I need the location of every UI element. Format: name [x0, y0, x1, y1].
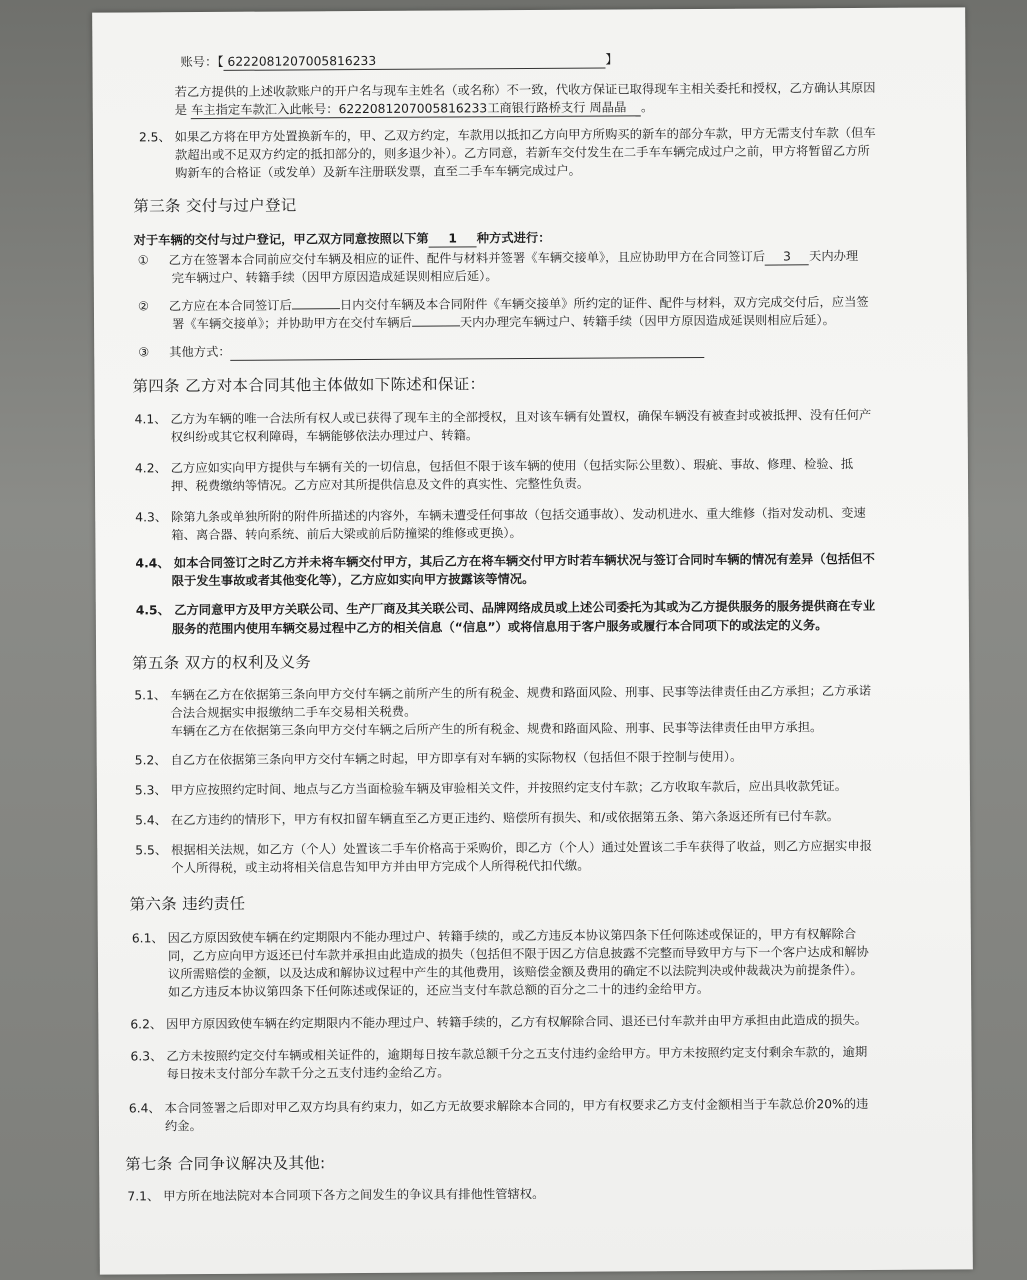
clause-4-3-line-2: 箱、离合器、转向系统、前后大梁或前后防撞梁的维修或更换）。 — [171, 526, 522, 543]
clause-number: 4.2、 — [134, 461, 167, 476]
clause-text: 甲方应按照约定时间、地点与乙方当面检验车辆及审验相关文件，并按照约定支付车款；乙方收取车款后，应出具收款凭证。 — [170, 779, 848, 798]
clause-number: 6.3、 — [130, 1049, 163, 1064]
clause-4-4-line-2: 限于发生事故或者其他变化等），乙方应如实向甲方披露该等情况。 — [171, 571, 535, 589]
clause-text: 乙方为车辆的唯一合法所有权人或已获得了现车主的全部授权，且对该车辆有处置权，确保车辆没有被查封或被抵押、没有任何产 — [170, 407, 872, 427]
clause-number: 5.2、 — [134, 753, 167, 768]
clause-4-1-line-2: 权纠纷或其它权利障碍，车辆能够依法办理过户、转籍。 — [170, 428, 479, 445]
clause-5-5 — [135, 838, 872, 859]
clause-text: 本合同签署之后即对甲乙双方均具有约束力，如乙方无故要求解除本合同的，甲方有权要求乙方支付金额相当于车款总价20%的违 — [164, 1096, 869, 1116]
other-method-blank — [231, 341, 705, 361]
account-number: 6222081207005816233 — [223, 52, 605, 71]
clause-5-1 — [134, 683, 871, 704]
clause-text: 车辆在乙方在依据第三条向甲方交付车辆之前所产生的所有税金、规费和路面风险、刑事、民事等法律责任由乙方承担；乙方承诺 — [170, 683, 872, 703]
clause-number: 5.1、 — [134, 688, 167, 703]
clause-number: 4.3、 — [135, 510, 168, 525]
clause-4-2 — [135, 456, 853, 476]
clause-text: 甲方所在地法院对本合同项下各方之间发生的争议具有排他性管辖权。 — [163, 1186, 545, 1204]
section-5-title: 第五条 双方的权利及义务 — [132, 653, 312, 673]
clause-4-2-line-2: 押、税费缴纳等情况。乙方应对其所提供信息及文件的真实性、完整性负责。 — [171, 476, 590, 494]
clause-number: 6.1、 — [131, 931, 164, 946]
clause-2-4-suffix: 。 — [640, 100, 654, 115]
clause-text: 因甲方原因致使车辆在约定期限内不能办理过户、转籍手续的，乙方有权解除合同、退还已付车款并由甲方承担由此造成的损失。 — [166, 1012, 868, 1032]
clause-6-1-line-2: 同，乙方应向甲方返还已付车款并承担由此造成的损失（包括但不限于因乙方信息披露不完整而导致甲方与下一个客户达成和解协 — [167, 944, 869, 964]
clause-text: 乙方未按照约定交付车辆或相关证件的，逾期每日按车款总额千分之五支付违约金给甲方。甲方未按照约定支付剩余车款的，逾期 — [166, 1044, 868, 1064]
section-3-title: 第三条 交付与过户登记 — [133, 196, 297, 216]
clause-number: 4.4、 — [135, 556, 170, 571]
clause-5-1-line-2: 合法合规据实申报缴纳二手车交易相关税费。 — [170, 704, 417, 721]
account-label: 账号：【 — [180, 54, 224, 70]
clause-5-1-line-3: 车辆在乙方在依据第三条向甲方交付车辆之后所产生的所有税金、规费和路面风险、刑事、民事等法律责任由甲方承担。 — [170, 720, 823, 739]
contract-page — [92, 7, 973, 1274]
option-2 — [138, 294, 869, 314]
clause-number: 6.4、 — [128, 1101, 161, 1116]
clause-number: 6.2、 — [130, 1017, 163, 1032]
clause-number: 5.4、 — [135, 813, 167, 828]
method-choice-fill: 1 — [429, 230, 477, 247]
clause-2-5 — [139, 125, 876, 146]
clause-5-4 — [135, 808, 839, 828]
clause-2-4-prefix: 是 — [174, 103, 188, 118]
option-2-line-2-suffix: 天内办理完车辆过户、转籍手续（因甲方原因造成延误则相应后延）。 — [459, 313, 835, 330]
option-3-label: 其他方式： — [169, 344, 231, 360]
clause-2-5-line-3: 购新车的合格证（或发单）及新车注册联发票，直至二手车车辆完成过户。 — [175, 163, 581, 181]
clause-6-2 — [130, 1012, 867, 1033]
clause-text: 自乙方在依据第三条向甲方交付车辆之时起，甲方即享有对车辆的实际物权（包括但不限于控制与使用）。 — [170, 749, 743, 768]
option-2-text-cont: 日内交付车辆及本合同附件《车辆交接单》所约定的证件、配件与材料，双方完成交付后，应当签 — [339, 294, 869, 313]
option-1-text: 乙方在签署本合同前应交付车辆及相应的证件、配件与材料并签署《车辆交接单》，且应协助甲方在合同签订后 — [168, 249, 766, 268]
option-1-mark: ① — [137, 253, 149, 268]
clause-2-4-line-1: 若乙方提供的上述收款账户的开户名与现车主姓名（或名称）不一致，代收方保证已取得现车主相关委托和授权，乙方确认其原因 — [174, 80, 876, 100]
option-2-line-2-prefix: 署《车辆交接单》；并协助甲方在交付车辆后 — [172, 315, 412, 332]
clause-6-1-line-3: 议所需赔偿的金额，以及达成和解协议过程中产生的其他费用，该赔偿金额及费用的确定不以法院判决或仲裁裁决为前提条件）。 — [167, 962, 863, 982]
option-2-text: 乙方应在本合同签订后 — [168, 298, 292, 314]
clause-4-1 — [135, 407, 872, 428]
section-6-title: 第六条 违约责任 — [129, 894, 246, 914]
clause-5-2 — [135, 749, 743, 769]
clause-6-3-line-2: 每日按未支付部分车款千分之五支付违约金给乙方。 — [166, 1065, 450, 1082]
clause-6-3 — [130, 1044, 867, 1065]
clause-4-5-line-2: 服务的范围内使用车辆交易过程中乙方的相关信息（“信息”）或将信息用于客户服务或履行本合同项下的或法定的义务。 — [171, 618, 828, 637]
account-reason-fill: 车主指定车款汇入此帐号：6222081207005816233工商银行路桥支行 周晶晶 — [191, 99, 641, 119]
clause-text: 除第九条或单独所附的附件所描述的内容外，车辆未遭受任何事故（包括交通事故）、发动机进水、重大维修（指对发动机、变速 — [170, 505, 866, 525]
clause-number: 7.1、 — [127, 1189, 160, 1204]
option-1-text-end: 天内办理 — [808, 249, 859, 264]
clause-6-4-line-2: 约金。 — [164, 1119, 202, 1134]
clause-6-1-line-4: 如乙方违反本协议第四条下任何陈述或保证的，还应当支付车款总额的百分之二十的违约金给甲方。 — [168, 981, 710, 1000]
clause-2-4-line-2 — [175, 99, 654, 119]
clause-text: 如本合同签订之时乙方并未将车辆交付甲方，其后乙方在将车辆交付甲方时若车辆状况与签订合同时车辆的情况有差异（包括但不 — [173, 551, 875, 571]
clause-text: 因乙方原因致使车辆在约定期限内不能办理过户、转籍手续的，或乙方违反本协议第四条下任何陈述或保证的，甲方有权解除合 — [167, 927, 857, 946]
option-3-mark: ③ — [138, 345, 150, 360]
clause-number: 5.3、 — [134, 783, 167, 798]
clause-6-1 — [132, 926, 857, 946]
option-2-transfer-days-blank — [412, 325, 460, 326]
clause-5-5-line-2: 个人所得税，或主动将相关信息告知甲方并由甲方完成个人所得税代扣代缴。 — [171, 858, 590, 876]
option-2-line-2 — [172, 312, 835, 332]
section-3-intro-prefix: 对于车辆的交付与过户登记，甲乙双方同意按照以下第 — [133, 231, 429, 248]
clause-number: 4.5、 — [135, 603, 170, 618]
clause-number: 4.1、 — [134, 412, 167, 427]
clause-7-1 — [127, 1186, 544, 1205]
section-4-title: 第四条 乙方对本合同其他主体做如下陈述和保证： — [132, 375, 486, 396]
clause-4-4 — [135, 551, 874, 572]
option-1-line-2: 完车辆过户、转籍手续（因甲方原因造成延误则相应后延）。 — [171, 269, 498, 286]
clause-5-3 — [135, 778, 847, 798]
option-2-days-blank — [292, 308, 340, 309]
clause-number: 2.5、 — [138, 130, 171, 145]
clause-text: 如果乙方将在甲方处置换新车的，甲、乙双方约定，车款用以抵扣乙方向甲方所购买的新车的部分车款，甲方无需支付车款（但车 — [174, 125, 876, 145]
clause-6-4 — [129, 1096, 869, 1117]
clause-4-3 — [135, 505, 866, 525]
clause-2-5-line-2: 款超出或不足双方约定的抵扣部分的，则多退少补）。乙方同意，若新车交付发生在二手车车辆完成过户之前，甲方将暂留乙方所 — [174, 143, 870, 163]
section-3-intro-suffix: 种方式进行： — [476, 230, 551, 246]
clause-4-5 — [136, 598, 875, 619]
clause-number: 5.5、 — [135, 843, 168, 858]
account-close: 】 — [605, 52, 618, 67]
clause-text: 在乙方违约的情形下，甲方有权扣留车辆直至乙方更正违约、赔偿所有损失、和/或依据第五条、第六条返还所有已付车款。 — [170, 809, 840, 828]
option-1-days-fill: 3 — [765, 248, 809, 265]
clause-text: 根据相关法规，如乙方（个人）处置该二手车价格高于采购价，即乙方（个人）通过处置该二手车获得了收益，则乙方应据实申报 — [171, 838, 873, 858]
option-3 — [138, 341, 705, 361]
option-1 — [138, 248, 859, 269]
option-2-mark: ② — [137, 299, 150, 314]
clause-text: 乙方应如实向甲方提供与车辆有关的一切信息，包括但不限于该车辆的使用（包括实际公里数）、瑕疵、事故、修理、检验、抵 — [170, 457, 854, 476]
section-7-title: 第七条 合同争议解决及其他: — [125, 1154, 326, 1174]
section-3-intro — [133, 230, 550, 250]
clause-text: 乙方同意甲方及甲方关联公司、生产厂商及其关联公司、品牌网络成员或上述公司委托为其或为乙方提供服务的服务提供商在专业 — [174, 598, 876, 618]
account-line — [180, 51, 617, 71]
